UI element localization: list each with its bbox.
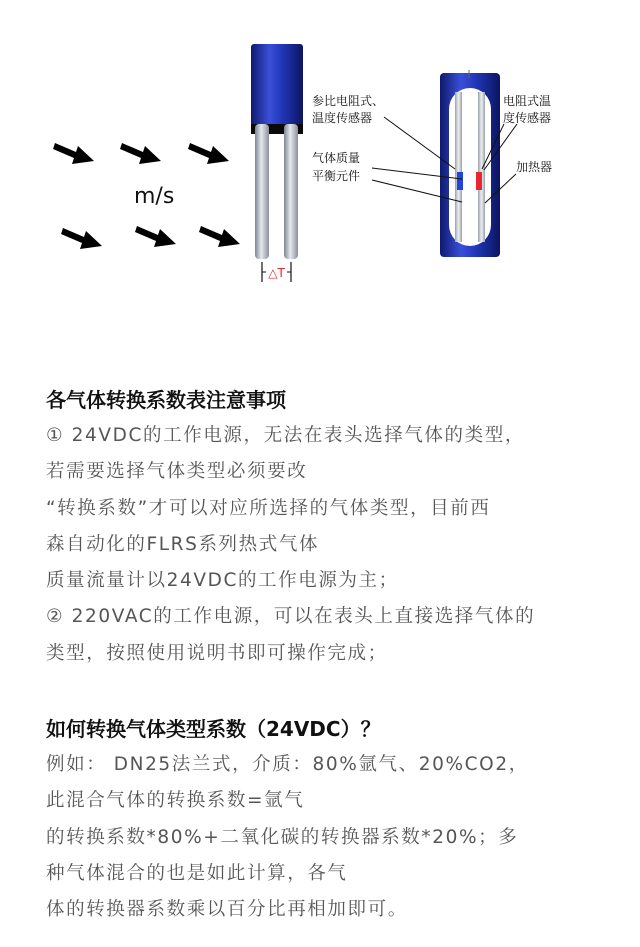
- thermal-flow-sensor-diagram: [0, 0, 640, 300]
- text-line: 种气体混合的也是如此计算，各气: [46, 862, 348, 884]
- text-line: ② 220VAC的工作电源，可以在表头上直接选择气体的: [46, 606, 536, 628]
- text-line: 类型，按照使用说明书即可操作完成；: [46, 642, 388, 664]
- text-line: 的转换系数*80%+二氧化碳的转换器系数*20%；多: [46, 826, 519, 848]
- flow-arrow-icon: [188, 143, 229, 164]
- probe: [251, 44, 303, 259]
- mass-balance-label: 气体质量 平衡元件: [312, 151, 361, 183]
- section-conversion-example: [46, 711, 606, 928]
- text-line: “转换系数”才可以对应所选择的气体类型，目前西: [46, 497, 491, 519]
- delta-t-marker: [262, 262, 291, 282]
- notes-content: [46, 382, 606, 929]
- delta-t-label: △T: [268, 266, 285, 280]
- text-line: 质量流量计以24VDC的工作电源为主；: [46, 570, 399, 592]
- text-line: 此混合气体的转换系数=氩气: [46, 790, 305, 812]
- flow-arrow-icon: [199, 226, 240, 247]
- flow-arrow-icon: [61, 228, 102, 249]
- heated-sensor-element: [476, 172, 482, 190]
- rtd-sensor-label: 电阻式温 度传感器: [503, 94, 552, 125]
- text-line: 森自动化的FLRS系列热式气体: [46, 533, 320, 555]
- text-line: 体的转换器系数乘以百分比再相加即可。: [46, 899, 408, 921]
- reference-sensor-element: [457, 172, 463, 190]
- text-line: 例如： DN25法兰式，介质：80%氩气、20%CO2，: [46, 754, 529, 776]
- probe-cutaway: [440, 70, 500, 257]
- section-gas-conversion-notes: [46, 382, 606, 672]
- section-heading: 如何转换气体类型系数（24VDC）？: [46, 717, 381, 742]
- heater-label: 加热器: [516, 160, 553, 174]
- text-line: 若需要选择气体类型必须要改: [46, 461, 308, 483]
- flow-arrow-icon: [53, 143, 94, 164]
- flow-arrow-icon: [120, 143, 161, 164]
- flow-unit-label: m/s: [134, 184, 175, 209]
- section-heading: 各气体转换系数表注意事项: [46, 388, 286, 412]
- text-line: ① 24VDC的工作电源，无法在表头选择气体的类型，: [46, 425, 525, 446]
- flow-arrow-icon: [135, 226, 176, 247]
- reference-sensor-label: 参比电阻式、 温度传感器: [312, 94, 385, 125]
